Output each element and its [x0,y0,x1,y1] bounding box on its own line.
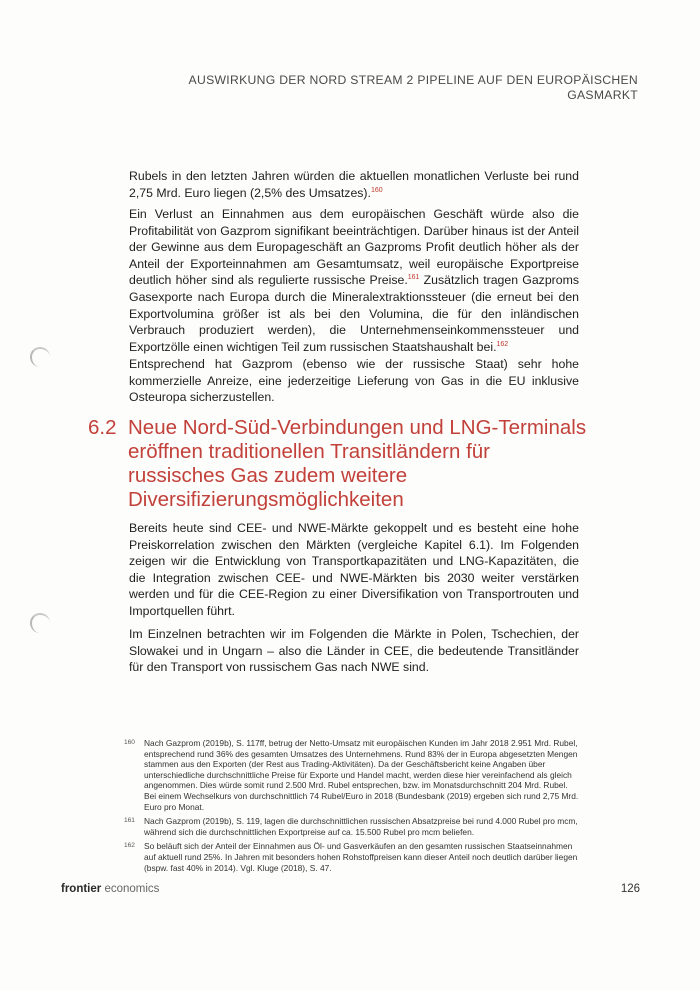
footnote-text: Nach Gazprom (2019b), S. 119, lagen die durchschnittlichen russischen Absatzpreise bei rund 4.000 Rubel pro mcm, während sich die durchschnittlichen Exportpreise auf ca. 15.500 Rubel pro mcm beliefen. [144,816,578,837]
paragraph [129,626,579,676]
paragraph-text: Zusätzlich tragen Gazproms Gasexporte nach Europa durch die Mineralextraktionssteuer (die erneut bei den Exportvolumina größer ist als bei den Volumina, die für den inländischen Verbrauch produziert werden), die Unternehmenseinkommenssteuer und Exportzölle einen wichtigen Teil zum russischen Staatshaushalt bei. [129,273,579,354]
paragraph [129,356,579,406]
paragraph [129,520,579,620]
running-header [168,73,638,103]
paragraph-text: Ein Verlust an Einnahmen aus dem europäischen Geschäft würde also die Profitabilität von Gazprom signifikant beeinträchtigen. Darüber hinaus ist der Anteil der Gewinne aus dem Europageschäft an Gazproms Profit deutlich höher als der Anteil der Exporteinnahmen am Gesamtumsatz, weil europäische Exportpreise deutlich höher sind als regulierte russische Preise. [129,207,579,288]
punch-hole-mark [30,613,50,633]
footer-brand-logo [61,883,159,895]
footnote-reference[interactable]: 162 [496,340,509,348]
paragraph-text: Rubels in den letzten Jahren würden die aktuellen monatlichen Verluste bei rund 2,75 Mrd. Euro liegen (2,5% des Umsatzes). [129,169,579,200]
footnote [124,816,579,837]
paragraph-text: Entsprechend hat Gazprom (ebenso wie der russische Staat) sehr hohe kommerzielle Anreize, eine jederzeitige Lieferung von Gas in die EU inklusive Osteuropa sicherzustellen. [129,357,579,405]
running-header-line: GASMARKT [567,88,638,102]
footnote-number: 160 [124,739,135,746]
brand-name: frontier [61,883,102,895]
section-title: Neue Nord-Süd-Verbindungen und LNG-Terminals eröffnen traditionellen Transitländern für russisches Gas zudem weitere Diversifizierungsmöglichkeiten [128,416,587,511]
footnote-text: So beläuft sich der Anteil der Einnahmen aus Öl- und Gasverkäufen an den gesamten russischen Staatseinnahmen auf aktuell rund 25%. In Jahren mit besonders hohen Rohstoffpreisen kann dieser Anteil noch deutlich darüber liegen (bspw. fast 40% in 2014). Vgl. Kluge (2018), S. 47. [144,841,578,873]
footnote-text: Nach Gazprom (2019b), S. 117ff, betrug der Netto-Umsatz mit europäischen Kunden im Jahr 2018 2.951 Mrd. Rubel, entsprechend rund 36% des gesamten Umsatzes des Unternehmens. Rund 83% der in Europa abgesetzten Mengen stammen aus den Exporten (der Rest aus Trading-Aktivitäten). Da der Geschäftsbericht keine Angaben über unterschiedliche durchschnittliche Preise für Exporte und Handel macht, werden diese hier vereinfachend als gleich angenommen. Dies würde somit rund 2.500 Mrd. Rubel entsprechen, bzw. im Monatsdurchschnitt 204 Mrd. Rubel. Bei einem Wechselkurs von durchschnittlich 74 Rubel/Euro in 2018 (Bundesbank (2019) ergeben sich rund 2,75 Mrd. Euro pro Monat. [144,738,579,812]
paragraph [129,206,579,355]
footnote-number: 161 [124,817,135,825]
paragraph-text: Im Einzelnen betrachten wir im Folgenden die Märkte in Polen, Tschechien, der Slowakei und in Ungarn – also die Länder in CEE, die bedeutende Transitländer für den Transport von russischem Gas nach NWE sind. [129,627,579,675]
footnote-number: 162 [124,842,135,850]
page-number: 126 [620,883,640,895]
footnote [124,841,579,873]
paragraph [129,168,579,201]
brand-suffix: economics [104,883,160,895]
footnote-reference[interactable]: 160 [370,186,383,194]
footnote [124,738,579,812]
running-header-line: AUSWIRKUNG DER NORD STREAM 2 PIPELINE AUF DEN EUROPÄISCHEN [188,73,638,87]
footnote-reference[interactable]: 161 [407,274,420,282]
punch-hole-mark [30,347,50,367]
footnotes [124,738,579,877]
section-number: 6.2 [88,416,117,439]
paragraph-text: Bereits heute sind CEE- und NWE-Märkte gekoppelt und es besteht eine hohe Preiskorrelation zwischen den Märkten (vergleiche Kapitel 6.1). Im Folgenden zeigen wir die Entwicklung von Transportkapazitäten und LNG-Kapazitäten, die die Integration zwischen CEE- und NWE-Märkten bis 2030 weiter verstärken werden und für die CEE-Region zu einer Diversifikation von Transportrouten und Importquellen führt. [129,521,579,618]
